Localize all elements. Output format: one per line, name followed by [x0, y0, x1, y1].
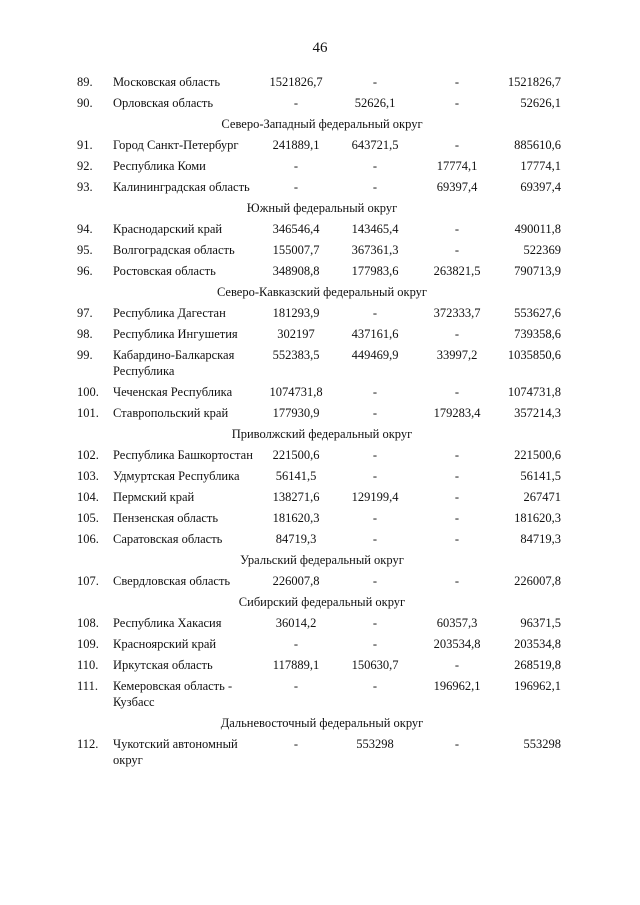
table-row [77, 347, 567, 379]
total-value: 267471 [523, 490, 561, 504]
value-col-2: - [372, 406, 378, 420]
row-number: 95. [77, 243, 93, 257]
value-col-1: 177930,9 [272, 406, 320, 420]
value-col-3: 263821,5 [433, 264, 481, 278]
total-value: 196962,1 [514, 679, 561, 693]
value-col-1: 221500,6 [272, 448, 320, 462]
value-col-1: 181293,9 [272, 306, 320, 320]
value-col-1: 346546,4 [272, 222, 320, 236]
value-col-1: 181620,3 [272, 511, 320, 525]
table-row [77, 74, 567, 90]
table-row [77, 573, 567, 589]
table-row [77, 137, 567, 153]
value-col-3: - [454, 75, 460, 89]
total-value: 553298 [523, 737, 561, 751]
total-value: 17774,1 [520, 159, 561, 173]
region-name: Калининградская область [113, 180, 250, 194]
row-number: 109. [77, 637, 99, 651]
value-col-1: 138271,6 [272, 490, 320, 504]
value-col-2: 367361,3 [351, 243, 399, 257]
row-number: 103. [77, 469, 99, 483]
total-value: 739358,6 [514, 327, 561, 341]
value-col-2: - [372, 75, 378, 89]
total-value: 84719,3 [520, 532, 561, 546]
value-col-2: - [372, 306, 378, 320]
row-number: 107. [77, 574, 99, 588]
value-col-3: - [454, 385, 460, 399]
table-row [77, 657, 567, 673]
value-col-3: - [454, 490, 460, 504]
row-number: 100. [77, 385, 99, 399]
value-col-3: - [454, 96, 460, 110]
table-row [77, 95, 567, 111]
value-col-1: 302197 [277, 327, 315, 341]
value-col-2: - [372, 616, 378, 630]
row-number: 90. [77, 96, 93, 110]
total-value: 226007,8 [514, 574, 561, 588]
table-row [77, 305, 567, 321]
row-number: 92. [77, 159, 93, 173]
value-col-3: 69397,4 [436, 180, 478, 194]
value-col-2: 129199,4 [351, 490, 399, 504]
region-name: Саратовская область [113, 532, 223, 546]
table-row [77, 179, 567, 195]
value-col-2: 437161,6 [351, 327, 399, 341]
table-row [77, 468, 567, 484]
value-col-1: - [293, 679, 299, 693]
row-number: 91. [77, 138, 93, 152]
value-col-2: - [372, 159, 378, 173]
total-value: 1521826,7 [507, 75, 561, 89]
value-col-2: 643721,5 [351, 138, 399, 152]
value-col-2: - [372, 469, 378, 483]
table-row [77, 263, 567, 279]
value-col-2: - [372, 637, 378, 651]
table-row [77, 326, 567, 342]
region-name: Город Санкт-Петербург [113, 138, 239, 152]
value-col-2: - [372, 532, 378, 546]
page-number: 46 [312, 40, 328, 56]
value-col-3: 179283,4 [433, 406, 481, 420]
total-value: 1035850,6 [507, 348, 561, 362]
value-col-2: 449469,9 [351, 348, 399, 362]
total-value: 885610,6 [514, 138, 561, 152]
total-value: 1074731,8 [507, 385, 561, 399]
table-row [77, 510, 567, 526]
value-col-1: 36014,2 [275, 616, 317, 630]
value-col-3: - [454, 448, 460, 462]
value-col-1: - [293, 159, 299, 173]
region-name: Волгоградская область [113, 243, 235, 257]
value-col-1: 1074731,8 [269, 385, 323, 399]
value-col-2: - [372, 448, 378, 462]
district-heading: Уральский федеральный округ [240, 553, 404, 567]
row-number: 110. [77, 658, 99, 672]
row-number: 89. [77, 75, 93, 89]
table-row [77, 158, 567, 174]
region-name: Краснодарский край [113, 222, 223, 236]
region-name: Ростовская область [113, 264, 216, 278]
value-col-3: 196962,1 [433, 679, 481, 693]
total-value: 96371,5 [520, 616, 561, 630]
value-col-1: 241889,1 [272, 138, 320, 152]
district-heading: Приволжский федеральный округ [231, 427, 413, 441]
region-name: Республика Хакасия [113, 616, 222, 630]
region-name: Удмуртская Республика [113, 469, 240, 483]
value-col-3: - [454, 243, 460, 257]
region-name: Орловская область [113, 96, 214, 110]
value-col-3: 33997,2 [436, 348, 478, 362]
row-number: 97. [77, 306, 93, 320]
row-number: 99. [77, 348, 93, 362]
value-col-1: 155007,7 [272, 243, 320, 257]
total-value: 522369 [523, 243, 561, 257]
value-col-2: 553298 [356, 737, 394, 751]
region-name: Чеченская Республика [113, 385, 233, 399]
row-number: 104. [77, 490, 99, 504]
allocation-table [77, 74, 567, 773]
value-col-3: - [454, 138, 460, 152]
value-col-2: 52626,1 [354, 96, 396, 110]
region-name: Свердловская область [113, 574, 231, 588]
value-col-3: - [454, 574, 460, 588]
value-col-1: - [293, 180, 299, 194]
region-name: Республика Дагестан [113, 306, 226, 320]
total-value: 553627,6 [514, 306, 561, 320]
value-col-1: 84719,3 [275, 532, 317, 546]
region-name: Республика Ингушетия [113, 327, 238, 341]
row-number: 93. [77, 180, 93, 194]
value-col-2: 143465,4 [351, 222, 399, 236]
row-number: 105. [77, 511, 99, 525]
total-value: 490011,8 [514, 222, 561, 236]
value-col-3: 372333,7 [433, 306, 481, 320]
table-row [77, 384, 567, 400]
value-col-2: 150630,7 [351, 658, 399, 672]
table-row [77, 489, 567, 505]
region-name: Красноярский край [113, 637, 217, 651]
table-row [77, 531, 567, 547]
value-col-3: - [454, 532, 460, 546]
row-number: 108. [77, 616, 99, 630]
table-row [77, 615, 567, 631]
row-number: 102. [77, 448, 99, 462]
row-number: 101. [77, 406, 99, 420]
value-col-3: 17774,1 [436, 159, 478, 173]
total-value: 790713,9 [514, 264, 561, 278]
total-value: 181620,3 [514, 511, 561, 525]
value-col-1: 1521826,7 [269, 75, 323, 89]
value-col-2: - [372, 679, 378, 693]
table-row [77, 736, 567, 768]
region-name: Кабардино-Балкарская Республика [113, 348, 235, 378]
value-col-2: - [372, 385, 378, 399]
table-row [77, 242, 567, 258]
value-col-3: - [454, 222, 460, 236]
district-heading: Северо-Кавказский федеральный округ [216, 285, 428, 299]
value-col-2: 177983,6 [351, 264, 399, 278]
row-number: 111. [77, 679, 98, 693]
value-col-1: 56141,5 [275, 469, 317, 483]
row-number: 112. [77, 737, 99, 751]
row-number: 106. [77, 532, 99, 546]
region-name: Чукотский автономный округ [113, 737, 238, 767]
region-name: Республика Коми [113, 159, 206, 173]
value-col-2: - [372, 511, 378, 525]
row-number: 98. [77, 327, 93, 341]
value-col-1: - [293, 737, 299, 751]
region-name: Республика Башкортостан [113, 448, 253, 462]
district-heading: Сибирский федеральный округ [238, 595, 406, 609]
value-col-1: 552383,5 [272, 348, 320, 362]
value-col-3: - [454, 511, 460, 525]
region-name: Московская область [113, 75, 221, 89]
total-value: 221500,6 [514, 448, 561, 462]
value-col-1: - [293, 637, 299, 651]
value-col-3: - [454, 658, 460, 672]
total-value: 52626,1 [520, 96, 561, 110]
region-name: Ставропольский край [113, 406, 229, 420]
value-col-2: - [372, 180, 378, 194]
district-heading: Дальневосточный федеральный округ [220, 716, 424, 730]
table-row [77, 636, 567, 652]
value-col-3: 203534,8 [433, 637, 481, 651]
value-col-2: - [372, 574, 378, 588]
row-number: 96. [77, 264, 93, 278]
total-value: 56141,5 [520, 469, 561, 483]
district-heading: Северо-Западный федеральный округ [221, 117, 423, 131]
value-col-1: 348908,8 [272, 264, 320, 278]
table-row [77, 678, 567, 710]
table-row [77, 405, 567, 421]
region-name: Кемеровская область - Кузбасс [113, 679, 233, 709]
total-value: 69397,4 [520, 180, 561, 194]
region-name: Пензенская область [113, 511, 219, 525]
value-col-1: - [293, 96, 299, 110]
total-value: 203534,8 [514, 637, 561, 651]
table-row [77, 447, 567, 463]
value-col-1: 226007,8 [272, 574, 320, 588]
total-value: 357214,3 [514, 406, 561, 420]
row-number: 94. [77, 222, 93, 236]
value-col-3: - [454, 469, 460, 483]
region-name: Иркутская область [113, 658, 213, 672]
value-col-3: - [454, 737, 460, 751]
value-col-1: 117889,1 [272, 658, 320, 672]
region-name: Пермский край [113, 490, 195, 504]
value-col-3: 60357,3 [436, 616, 478, 630]
table-row [77, 221, 567, 237]
value-col-3: - [454, 327, 460, 341]
district-heading: Южный федеральный округ [246, 201, 398, 215]
total-value: 268519,8 [514, 658, 561, 672]
